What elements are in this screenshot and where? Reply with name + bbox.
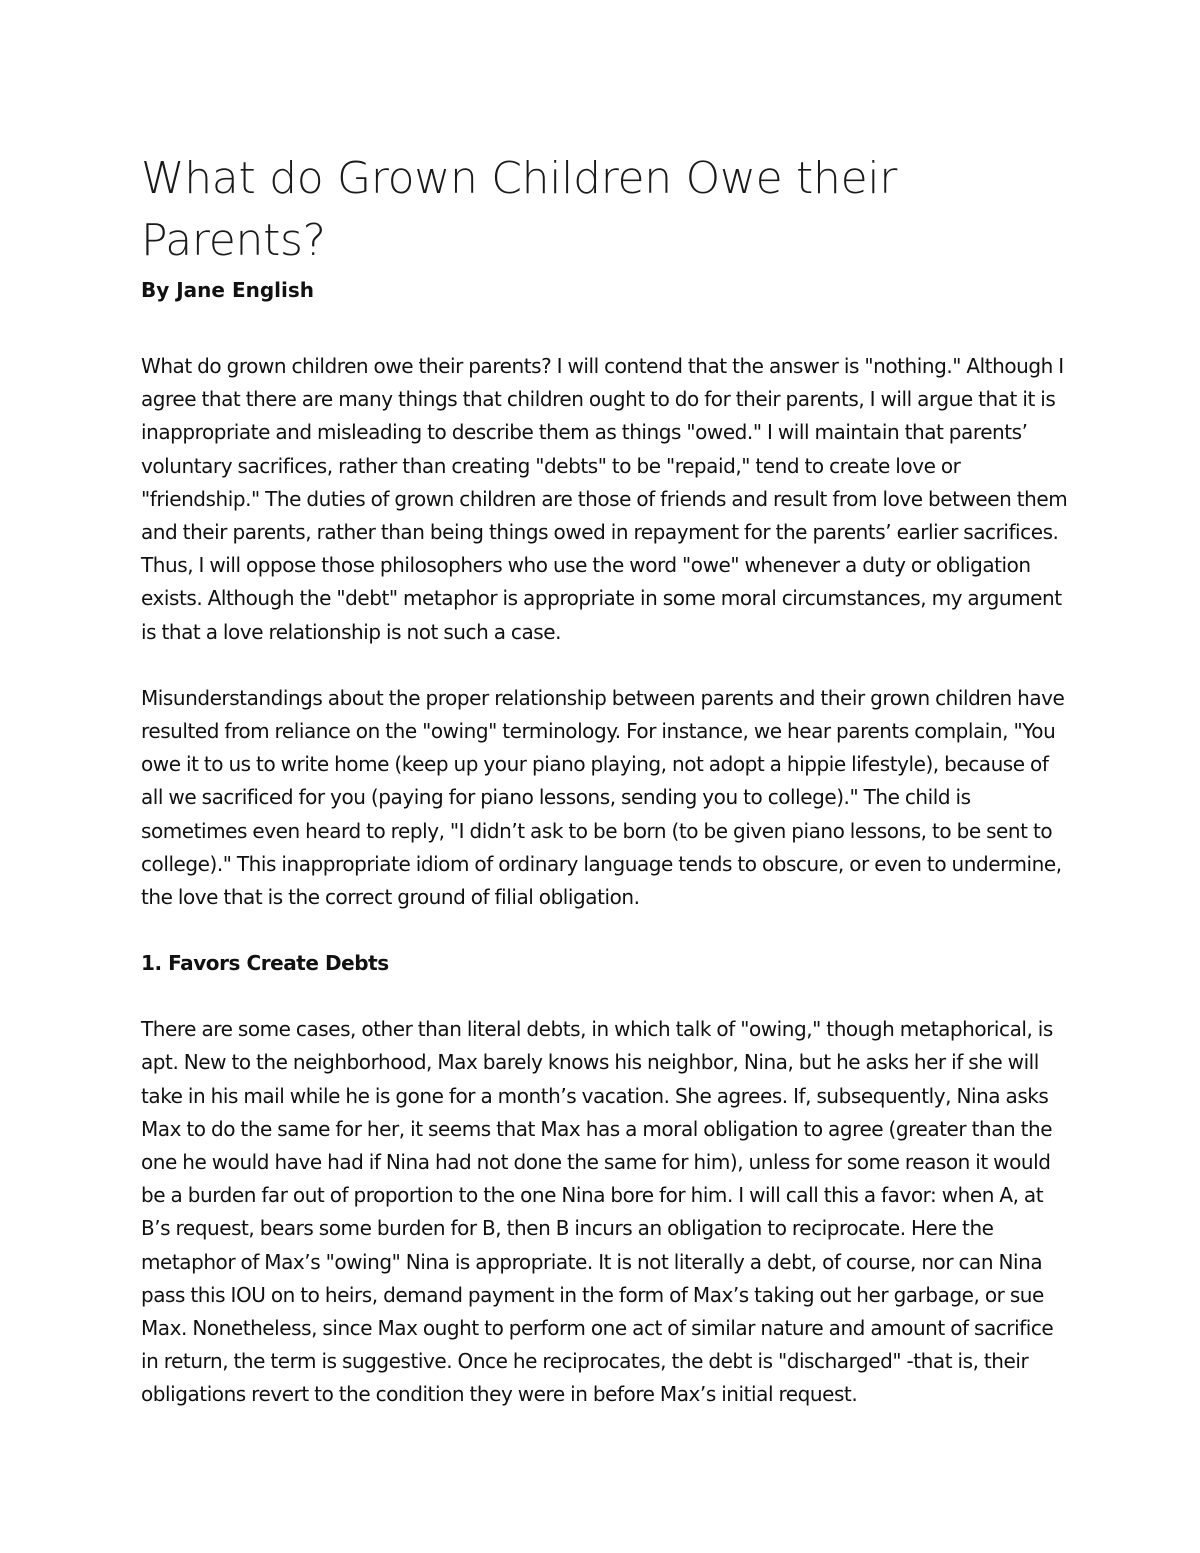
author-byline: By Jane English <box>141 278 315 302</box>
favors-paragraph: There are some cases, other than literal debts, in which talk of "owing," though metaphorical, is apt. New to the neighborhood, Max barely knows his neighbor, Nina, but he asks her if she will take in his mail while he is gone for a month’s vacation. She agrees. If, subsequently, Nina asks Max to do the same for her, it seems that Max has a moral obligation to agree (greater than the one he would have had if Nina had not done the same for him), unless for some reason it would be a burden far out of proportion to the one Nina bore for him. I will call this a favor: when A, at B’s request, bears some burden for B, then B incurs an obligation to reciprocate. Here the metaphor of Max’s "owing" Nina is appropriate. It is not literally a debt, of course, nor can Nina pass this IOU on to heirs, demand payment in the form of Max’s taking out her garbage, or sue Max. Nonetheless, since Max ought to perform one act of similar nature and amount of sacrifice in return, the term is suggestive. Once he reciprocates, the debt is "discharged" -that is, their obligations revert to the condition they were in before Max’s initial request. <box>141 1017 1054 1407</box>
intro-paragraph: What do grown children owe their parents? I will contend that the answer is "nothing." Although I agree that there are many things that children ought to do for their parents, I will argue that it is inappropriate and misleading to describe them as things "owed." I will maintain that parents’ voluntary sacrifices, rather than creating "debts" to be "repaid," tend to create love or "friendship." The duties of grown children are those of friends and result from love between them and their parents, rather than being things owed in repayment for the parents’ earlier sacrifices. Thus, I will oppose those philosophers who use the word "owe" whenever a duty or obligation exists. Although the "debt" metaphor is appropriate in some moral circumstances, my argument is that a love relationship is not such a case. <box>141 354 1068 644</box>
document-page <box>141 148 1071 1412</box>
document-title: What do Grown Children Owe their Parents? <box>141 153 898 266</box>
section-heading: 1. Favors Create Debts <box>141 951 389 976</box>
misunderstandings-paragraph: Misunderstandings about the proper relationship between parents and their grown children have resulted from reliance on the "owing" terminology. For instance, we hear parents complain, "You owe it to us to write home (keep up your piano playing, not adopt a hippie lifestyle), because of all we sacrificed for you (paying for piano lessons, sending you to college)." The child is sometimes even heard to reply, "I didn’t ask to be born (to be given piano lessons, to be sent to college)." This inappropriate idiom of ordinary language tends to obscure, or even to undermine, the love that is the correct ground of filial obligation. <box>141 685 1065 910</box>
